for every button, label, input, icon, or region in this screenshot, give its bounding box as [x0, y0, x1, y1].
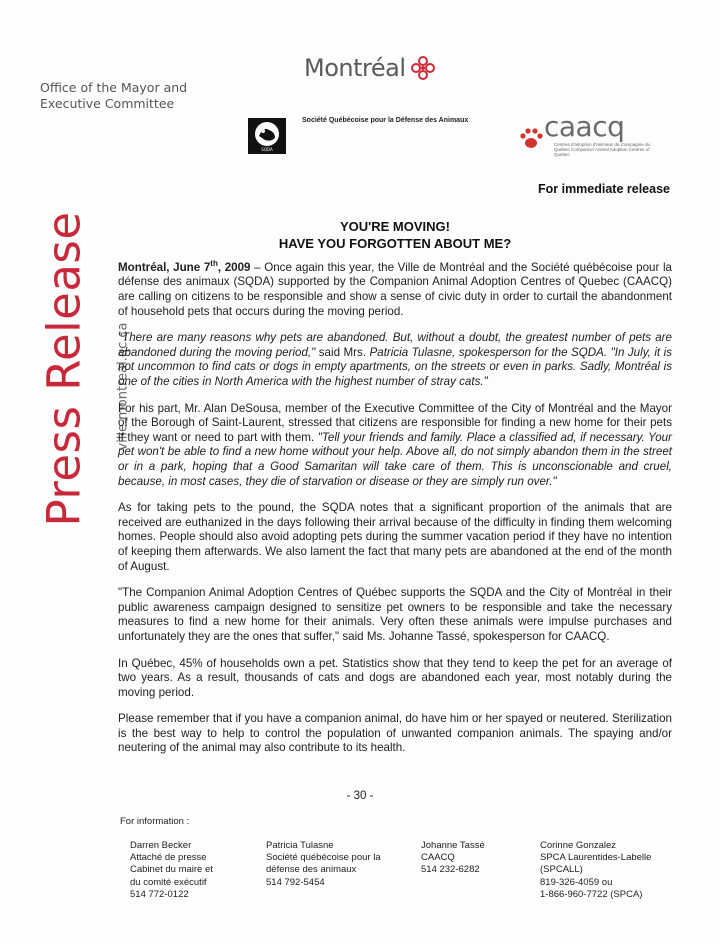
- article-body: [118, 257, 672, 768]
- headline: [118, 218, 672, 252]
- paragraph-6: In Québec, 45% of households own a pet. Statistics show that they tend to keep the pet for an average of two years. As a result, thousands of cats and dogs are abandoned each year, most notably during the moving period.: [118, 656, 672, 699]
- contact-tulasne: Patricia Tulasne Société québécoise pour la défense des animaux 514 792-5454: [266, 840, 381, 888]
- caacq-subtitle: Centres d'adoption d'animaux de Compagnie du Québec Companion Animal Adoption Centres of Quebec: [554, 142, 651, 157]
- montreal-logo: [304, 54, 436, 82]
- paragraph-5: "The Companion Animal Adoption Centres of Québec supports the SQDA and the City of Montréal in their public awareness campaign designed to sensitize pet owners to be responsible and take the necessary measures to find a new home for their animals. Very often these animals were impulse purchases and unfortunately they are the ones that suffer," said Ms. Johanne Tassé, spokesperson for CAACQ.: [118, 586, 672, 643]
- contact-tasse: Johanne Tassé CAACQ 514 232-6282: [421, 840, 485, 876]
- headline-line2: HAVE YOU FORGOTTEN ABOUT ME?: [278, 236, 512, 251]
- paw-icon: [518, 126, 544, 152]
- paragraph-2: "There are many reasons why pets are abandoned. But, without a doubt, the greatest number of pets are abandoned during the moving period," said Mrs. Patricia Tulasne, spokesperson for the SQDA. "In July, it is not uncommon to find cats or dogs in empty apartments, on the streets or even in parks. Sadly, Montréal is one of the cities in North America with the highest number of stray cats.": [118, 331, 672, 389]
- sqda-logo-icon: [248, 118, 286, 154]
- contact-becker: Darren Becker Attaché de presse Cabinet du maire et du comité exécutif 514 772-0122: [130, 840, 213, 900]
- paragraph-1: Montréal, June 7th, 2009 – Once again this year, the Ville de Montréal and the Société québécoise pour la défense des animaux (SQDA) supported by the Companion Animal Adoption Centres of Quebec (CAACQ) are calling on citizens to be responsible and show a sense of civic duty in order to curtail the abandonment of household pets that occurs during the moving period.: [118, 259, 673, 318]
- side-banner-title: Press Release: [37, 211, 91, 527]
- montreal-wordmark: Montréal: [304, 54, 406, 82]
- montreal-rosette-icon: [410, 55, 436, 81]
- paragraph-7: Please remember that if you have a companion animal, do have him or her spayed or neutered. Sterilization is the best way to help to control the population of unwanted companion animals. The spaying and/or neutering of the animal may also contribute to its health.: [118, 712, 672, 755]
- side-url-wrap: [22, 210, 131, 510]
- paragraph-3: For his part, Mr. Alan DeSousa, member of the Executive Committee of the City of Montréal and the Mayor of the Borough of Saint-Laurent, stressed that citizens are responsible for finding a new home for their pets if they want or need to part with them. "Tell your friends and family. Place a classified ad, if necessary. Your pet won't be able to find a new home without your help. Above all, do not simply abandon them in the street or in a park, hoping that a Good Samaritan will take care of them. This is unconscionable and cruel, because, in most cases, they die of starvation or disease or they are simply run over.": [118, 401, 672, 488]
- side-banner-url: ville.montreal.qc.ca: [115, 322, 131, 451]
- sqda-name: Société Québécoise pour la Défense des Animaux: [302, 117, 469, 124]
- dateline: Montréal, June 7th, 2009: [118, 259, 251, 274]
- office-label: Office of the Mayor and Executive Committee: [40, 80, 188, 111]
- caacq-wordmark: caacq: [544, 110, 625, 143]
- paragraph-4: As for taking pets to the pound, the SQDA notes that a significant proportion of the animals that are received are euthanized in the days following their arrival because of the difficulty in finding them welcoming homes. People should also avoid adopting pets during the summer vacation period if they have no intention of keeping them afterwards. We also lament the fact that many pets are abandoned at the end of the month of August.: [118, 501, 672, 573]
- contact-gonzalez: Corinne Gonzalez SPCA Laurentides-Labelle (SPCALL) 819-326-4059 ou 1-866-960-7722 (SPCA): [540, 840, 652, 900]
- end-marker: - 30 -: [346, 790, 374, 802]
- svg-text:SQDA: SQDA: [261, 147, 273, 152]
- headline-line1: YOU'RE MOVING!: [340, 219, 450, 234]
- release-label: For immediate release: [537, 182, 670, 196]
- contacts-label: For information :: [120, 816, 190, 827]
